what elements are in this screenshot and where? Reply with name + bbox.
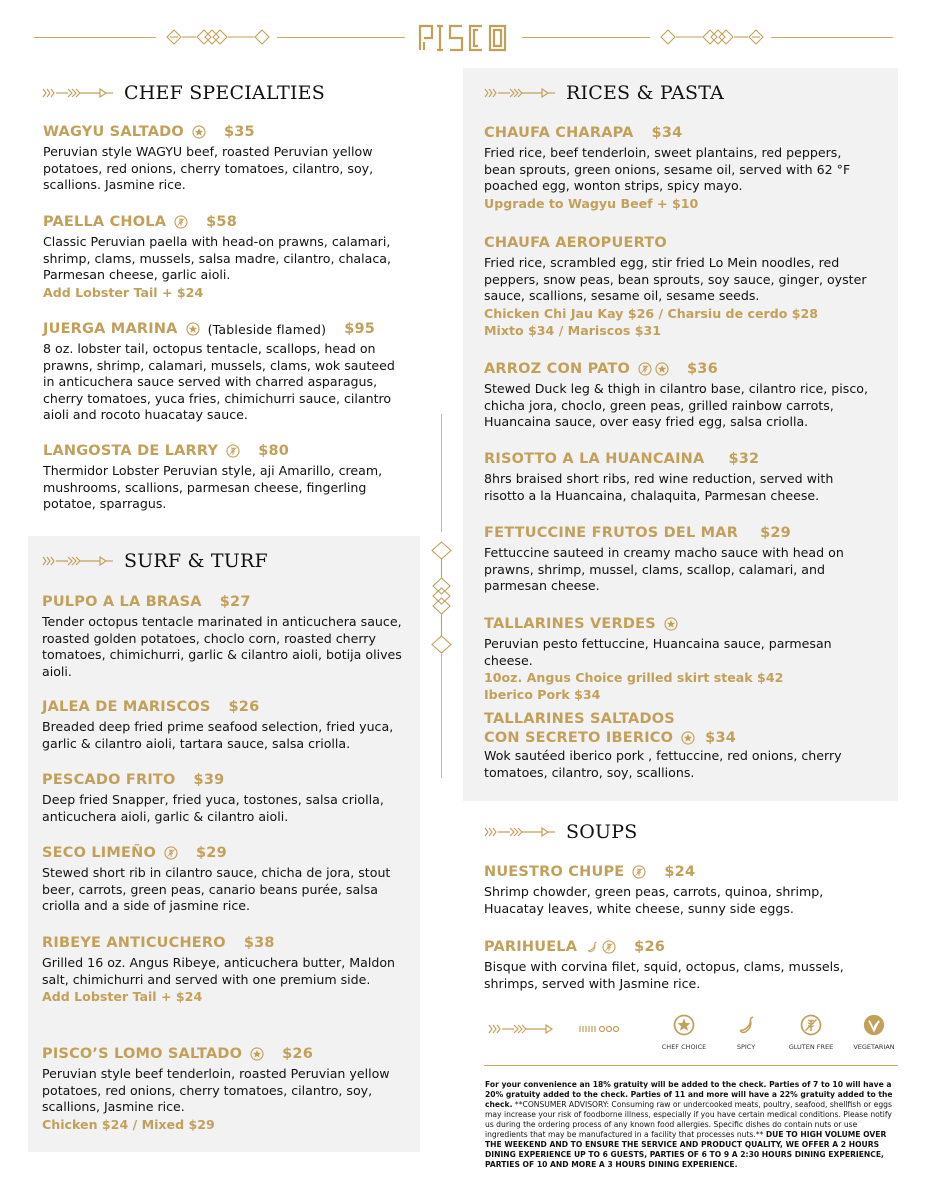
item-name-row	[43, 443, 403, 459]
item-name-row	[484, 361, 869, 377]
item-price: $34	[651, 125, 683, 141]
item-description: Peruvian style WAGYU beef, roasted Peruvian yellow potatoes, red onions, cherry tomatoes, cilantro, soy, scallions. Jasmine rice.	[43, 144, 374, 192]
star-icon	[681, 731, 695, 745]
item-name: PULPO A LA BRASA	[42, 594, 202, 610]
menu-item	[484, 616, 869, 703]
section-title: RICES & PASTA	[566, 82, 724, 104]
item-description: 8 oz. lobster tail, octopus tentacle, scallops, head on prawns, shrimp, calamari, mussels, clams, wok sauteed in anticuchera sauce served with charred asparagus, cherry tomatoes, yuca fries, chimichurri sauce, cilantro aioli and rocoto huacatay sauce.	[43, 341, 395, 422]
item-price: $26	[228, 699, 260, 715]
star-icon	[186, 322, 200, 336]
item-name: TALLARINES SALTADOS	[484, 711, 675, 727]
item-addon: Chicken $24 / Mixed $29	[42, 1116, 215, 1132]
item-name: FETTUCCINE FRUTOS DEL MAR	[484, 525, 739, 541]
spicy-icon	[735, 1014, 757, 1036]
menu-item	[42, 594, 402, 680]
item-description: Stewed Duck leg & thigh in cilantro base, cilantro rice, pisco, chicha jora, choclo, green peas, grilled rainbow carrots, Huancaina sauce, over easy fried egg, salsa criolla.	[484, 381, 868, 429]
legend-label: GLUTEN FREE	[788, 1043, 834, 1051]
star-icon	[655, 362, 669, 376]
item-description: Stewed short rib in cilantro sauce, chicha de jora, stout beer, carrots, green peas, canario beans purée, salsa criolla and a side of jasmine rice.	[42, 865, 391, 913]
item-price: $36	[687, 361, 718, 377]
item-description: Thermidor Lobster Peruvian style, aji Amarillo, cream, mushrooms, scallions, parmesan cheese, fingerling potatoe, sparragus.	[43, 463, 383, 511]
item-price: $80	[258, 443, 290, 459]
item-name-row	[484, 235, 869, 251]
item-name: TALLARINES VERDES	[484, 616, 656, 632]
menu-item	[43, 321, 403, 424]
menu-item	[484, 235, 869, 339]
item-addon: Iberico Pork $34	[484, 687, 601, 702]
item-description: Classic Peruvian paella with head-on prawns, calamari, shrimp, clams, mussels, salsa madre, cilantro, chalaca, Parmesan cheese, garlic aioli.	[43, 234, 392, 282]
icon-legend	[486, 1014, 898, 1054]
item-description: Fettuccine sauteed in creamy macho sauce with head on prawns, shrimp, mussel, clams, scallop, calamari, and parmesan cheese.	[484, 545, 844, 593]
gluten-free-icon	[602, 940, 616, 954]
item-description: Shrimp chowder, green peas, carrots, quinoa, shrimp, Huacatay leaves, white cheese, sunny side eggs.	[484, 884, 824, 916]
vegetarian-icon	[863, 1014, 885, 1036]
item-name-row	[484, 616, 869, 632]
item-price: $38	[243, 935, 275, 951]
item-name: CHAUFA CHARAPA	[484, 125, 634, 141]
item-name: LANGOSTA DE LARRY	[43, 443, 219, 459]
menu-item	[42, 772, 402, 825]
header-rule-mid-left	[277, 37, 405, 38]
item-name-row	[484, 939, 869, 955]
menu-item	[484, 711, 869, 781]
item-name-row	[43, 124, 403, 140]
item-name-row	[484, 864, 869, 880]
item-description: Deep fried Snapper, fried yuca, tostones, salsa criolla, anticuchera aioli, garlic & cilantro aioli.	[42, 792, 384, 824]
menu-item	[42, 1046, 402, 1133]
center-divider-top	[441, 414, 442, 532]
item-name-row	[42, 594, 402, 610]
arrow-ornament-icon	[484, 825, 556, 839]
menu-item	[484, 451, 869, 504]
item-price: $39	[193, 772, 225, 788]
item-price: $34	[705, 730, 737, 746]
star-icon	[664, 617, 678, 631]
item-name-row	[484, 125, 869, 141]
item-name-row	[43, 321, 403, 337]
section-chef-specialties	[42, 82, 325, 104]
legend-gluten-free	[781, 1014, 841, 1051]
item-addon: Mixto $34 / Mariscos $31	[484, 322, 662, 338]
header-rule-right	[771, 37, 893, 38]
item-name: JALEA DE MARISCOS	[42, 699, 211, 715]
item-name: PISCO’S LOMO SALTADO	[42, 1046, 243, 1062]
item-description: Wok sautéed iberico pork , fettuccine, red onions, cherry tomatoes, cilantro, soy, scallions.	[484, 748, 842, 780]
menu-item	[43, 214, 403, 301]
item-description: Tender octopus tentacle marinated in anticuchera sauce, roasted golden potatoes, choclo corn, roasted cherry tomatoes, chimichurri, garlic & cilantro aioli, botija olives aioli.	[42, 614, 402, 679]
item-name: RIBEYE ANTICUCHERO	[42, 935, 226, 951]
legend-vegetarian	[844, 1014, 904, 1051]
header-rule-mid-right	[522, 37, 650, 38]
item-name: JUERGA MARINA	[43, 321, 178, 337]
legend-spicy	[716, 1014, 776, 1051]
menu-item	[43, 124, 403, 194]
item-name-row	[42, 935, 402, 951]
item-name: NUESTRO CHUPE	[484, 864, 625, 880]
item-name: SECO LIMEÑO	[42, 845, 156, 861]
gluten-free-icon	[800, 1014, 822, 1036]
item-description: Fried rice, scrambled egg, stir fried Lo Mein noodles, red peppers, snow peas, bean sprouts, soy sauce, ginger, oyster sauce, scallions, sesame oil, sesame seeds.	[484, 255, 867, 303]
menu-item	[42, 699, 402, 752]
item-name: RISOTTO A LA HUANCAINA	[484, 451, 705, 467]
item-name: CON SECRETO IBERICO	[484, 730, 674, 746]
item-name-row	[484, 451, 869, 467]
consumer-advisory: **CONSUMER ADVISORY: Consuming raw or undercooked meats, poultry, seafood, shellfish or eggs may increase your risk of foodborne illness, especially if you have certain medical conditions. Please notify us during the ordering process of any known food allergies. Specific dishes do contain nuts or use ingredients that may be manufactured in a facility that processes nuts.**	[485, 1100, 892, 1139]
star-icon	[673, 1014, 695, 1036]
item-description: Fried rice, beef tenderloin, sweet plantains, red peppers, bean sprouts, green onions, sesame oil, served with 62 °F poached egg, wonton strips, spicy mayo.	[484, 145, 851, 193]
item-description: Grilled 16 oz. Angus Ribeye, anticuchera butter, Maldon salt, chimichurri and served with one premium side.	[42, 955, 396, 987]
gluten-free-icon	[174, 215, 188, 229]
spicy-icon	[585, 940, 599, 954]
section-rices-pasta	[484, 82, 724, 104]
arrow-ornament-icon	[488, 1022, 638, 1036]
item-name-row	[484, 730, 869, 746]
legend-divider	[484, 1065, 898, 1066]
section-surf-turf	[42, 550, 268, 572]
section-title: SURF & TURF	[124, 550, 268, 572]
diamond-ornament-icon	[660, 29, 765, 45]
section-title: CHEF SPECIALTIES	[124, 82, 325, 104]
gluten-free-icon	[638, 362, 652, 376]
section-title: SOUPS	[566, 821, 638, 843]
item-price: $24	[664, 864, 696, 880]
header-rule-left	[34, 37, 156, 38]
dining-time-notice: DUE TO HIGH VOLUME OVER THE WEEKEND AND TO ENSURE THE SERVICE AND PRODUCT QUALITY, WE OFFER A 2 HOURS DINING EXPERIENCE UP TO 6 GUESTS, PARTIES OF 6 TO 9 A 2:30 HOURS DINING EXPERIENCE, PARTIES OF 10 AND MORE A 3 HOURS DINING EXPERIENCE.	[485, 1130, 887, 1169]
item-name: PESCADO FRITO	[42, 772, 176, 788]
gratuity-notice: For your convenience an 18% gratuity will be added to the check. Parties of 7 to 10 will have a 20% gratuity added to the check. Parties of 11 and more will have a 22% gratuity added to the check.	[485, 1080, 893, 1109]
item-description: 8hrs braised short ribs, red wine reduction, served with risotto a la Huancaina, chalaquita, Parmesan cheese.	[484, 471, 834, 503]
fine-print	[485, 1080, 897, 1170]
star-icon	[250, 1047, 264, 1061]
diamond-ornament-icon	[166, 29, 271, 45]
item-description: Breaded deep fried prime seafood selection, fried yuca, garlic & cilantro aioli, tartara sauce, salsa criolla.	[42, 719, 394, 751]
legend-chef-choice	[654, 1014, 714, 1051]
item-name: WAGYU SALTADO	[43, 124, 184, 140]
item-name-row	[484, 711, 869, 727]
arrow-ornament-icon	[42, 86, 114, 100]
arrow-ornament-icon	[42, 554, 114, 568]
item-price: $32	[728, 451, 760, 467]
gluten-free-icon	[164, 846, 178, 860]
legend-label: CHEF CHOICE	[661, 1043, 707, 1051]
item-name-row	[484, 525, 869, 541]
menu-item	[484, 525, 869, 595]
pisco-logo	[418, 24, 508, 52]
item-addon: Add Lobster Tail + $24	[43, 284, 204, 300]
item-name: PAELLA CHOLA	[43, 214, 167, 230]
item-name: ARROZ CON PATO	[484, 361, 631, 377]
item-price: $29	[196, 845, 227, 861]
legend-label: VEGETARIAN	[853, 1043, 895, 1051]
item-addon: Upgrade to Wagyu Beef + $10	[484, 195, 699, 211]
item-addon: 10oz. Angus Choice grilled skirt steak $42	[484, 670, 784, 685]
item-description: Bisque with corvina filet, squid, octopus, clams, mussels, shrimps, served with Jasmine rice.	[484, 959, 844, 991]
item-name-row	[42, 772, 402, 788]
legend-label: SPICY	[736, 1043, 756, 1051]
gluten-free-icon	[632, 865, 646, 879]
item-price: $27	[219, 594, 251, 610]
item-addon: Add Lobster Tail + $24	[42, 989, 203, 1004]
item-price: $58	[206, 214, 238, 230]
item-description: Peruvian style beef tenderloin, roasted Peruvian yellow potatoes, red onions, cherry tomatoes, cilantro, soy, scallions, Jasmine rice.	[42, 1066, 390, 1114]
item-name-row	[42, 845, 402, 861]
menu-item	[484, 864, 869, 917]
item-description: Peruvian pesto fettuccine, Huancaina sauce, parmesan cheese.	[484, 636, 832, 668]
menu-item	[484, 361, 869, 431]
arrow-ornament-icon	[484, 86, 556, 100]
item-name: PARIHUELA	[484, 939, 578, 955]
menu-item	[484, 125, 869, 212]
center-diamond-icon	[429, 538, 454, 664]
item-price: $29	[760, 525, 791, 541]
header-bar	[0, 0, 927, 70]
item-price: $35	[223, 124, 255, 140]
item-price: $26	[282, 1046, 314, 1062]
menu-item	[43, 443, 403, 513]
item-addon: Chicken Chi Jau Kay $26 / Charsiu de cerdo $28	[484, 305, 819, 321]
item-name-row	[42, 699, 402, 715]
item-name-row	[43, 214, 403, 230]
item-note: (Tableside flamed)	[207, 321, 327, 337]
item-price: $95	[344, 321, 376, 337]
item-name-row	[42, 1046, 402, 1062]
item-price: $26	[634, 939, 666, 955]
section-soups	[484, 821, 637, 843]
center-divider-bottom	[441, 654, 442, 778]
item-name: CHAUFA AEROPUERTO	[484, 235, 667, 251]
gluten-free-icon	[226, 444, 240, 458]
star-icon	[192, 125, 206, 139]
menu-item	[484, 939, 869, 992]
menu-item	[42, 935, 402, 1005]
menu-item	[42, 845, 402, 915]
